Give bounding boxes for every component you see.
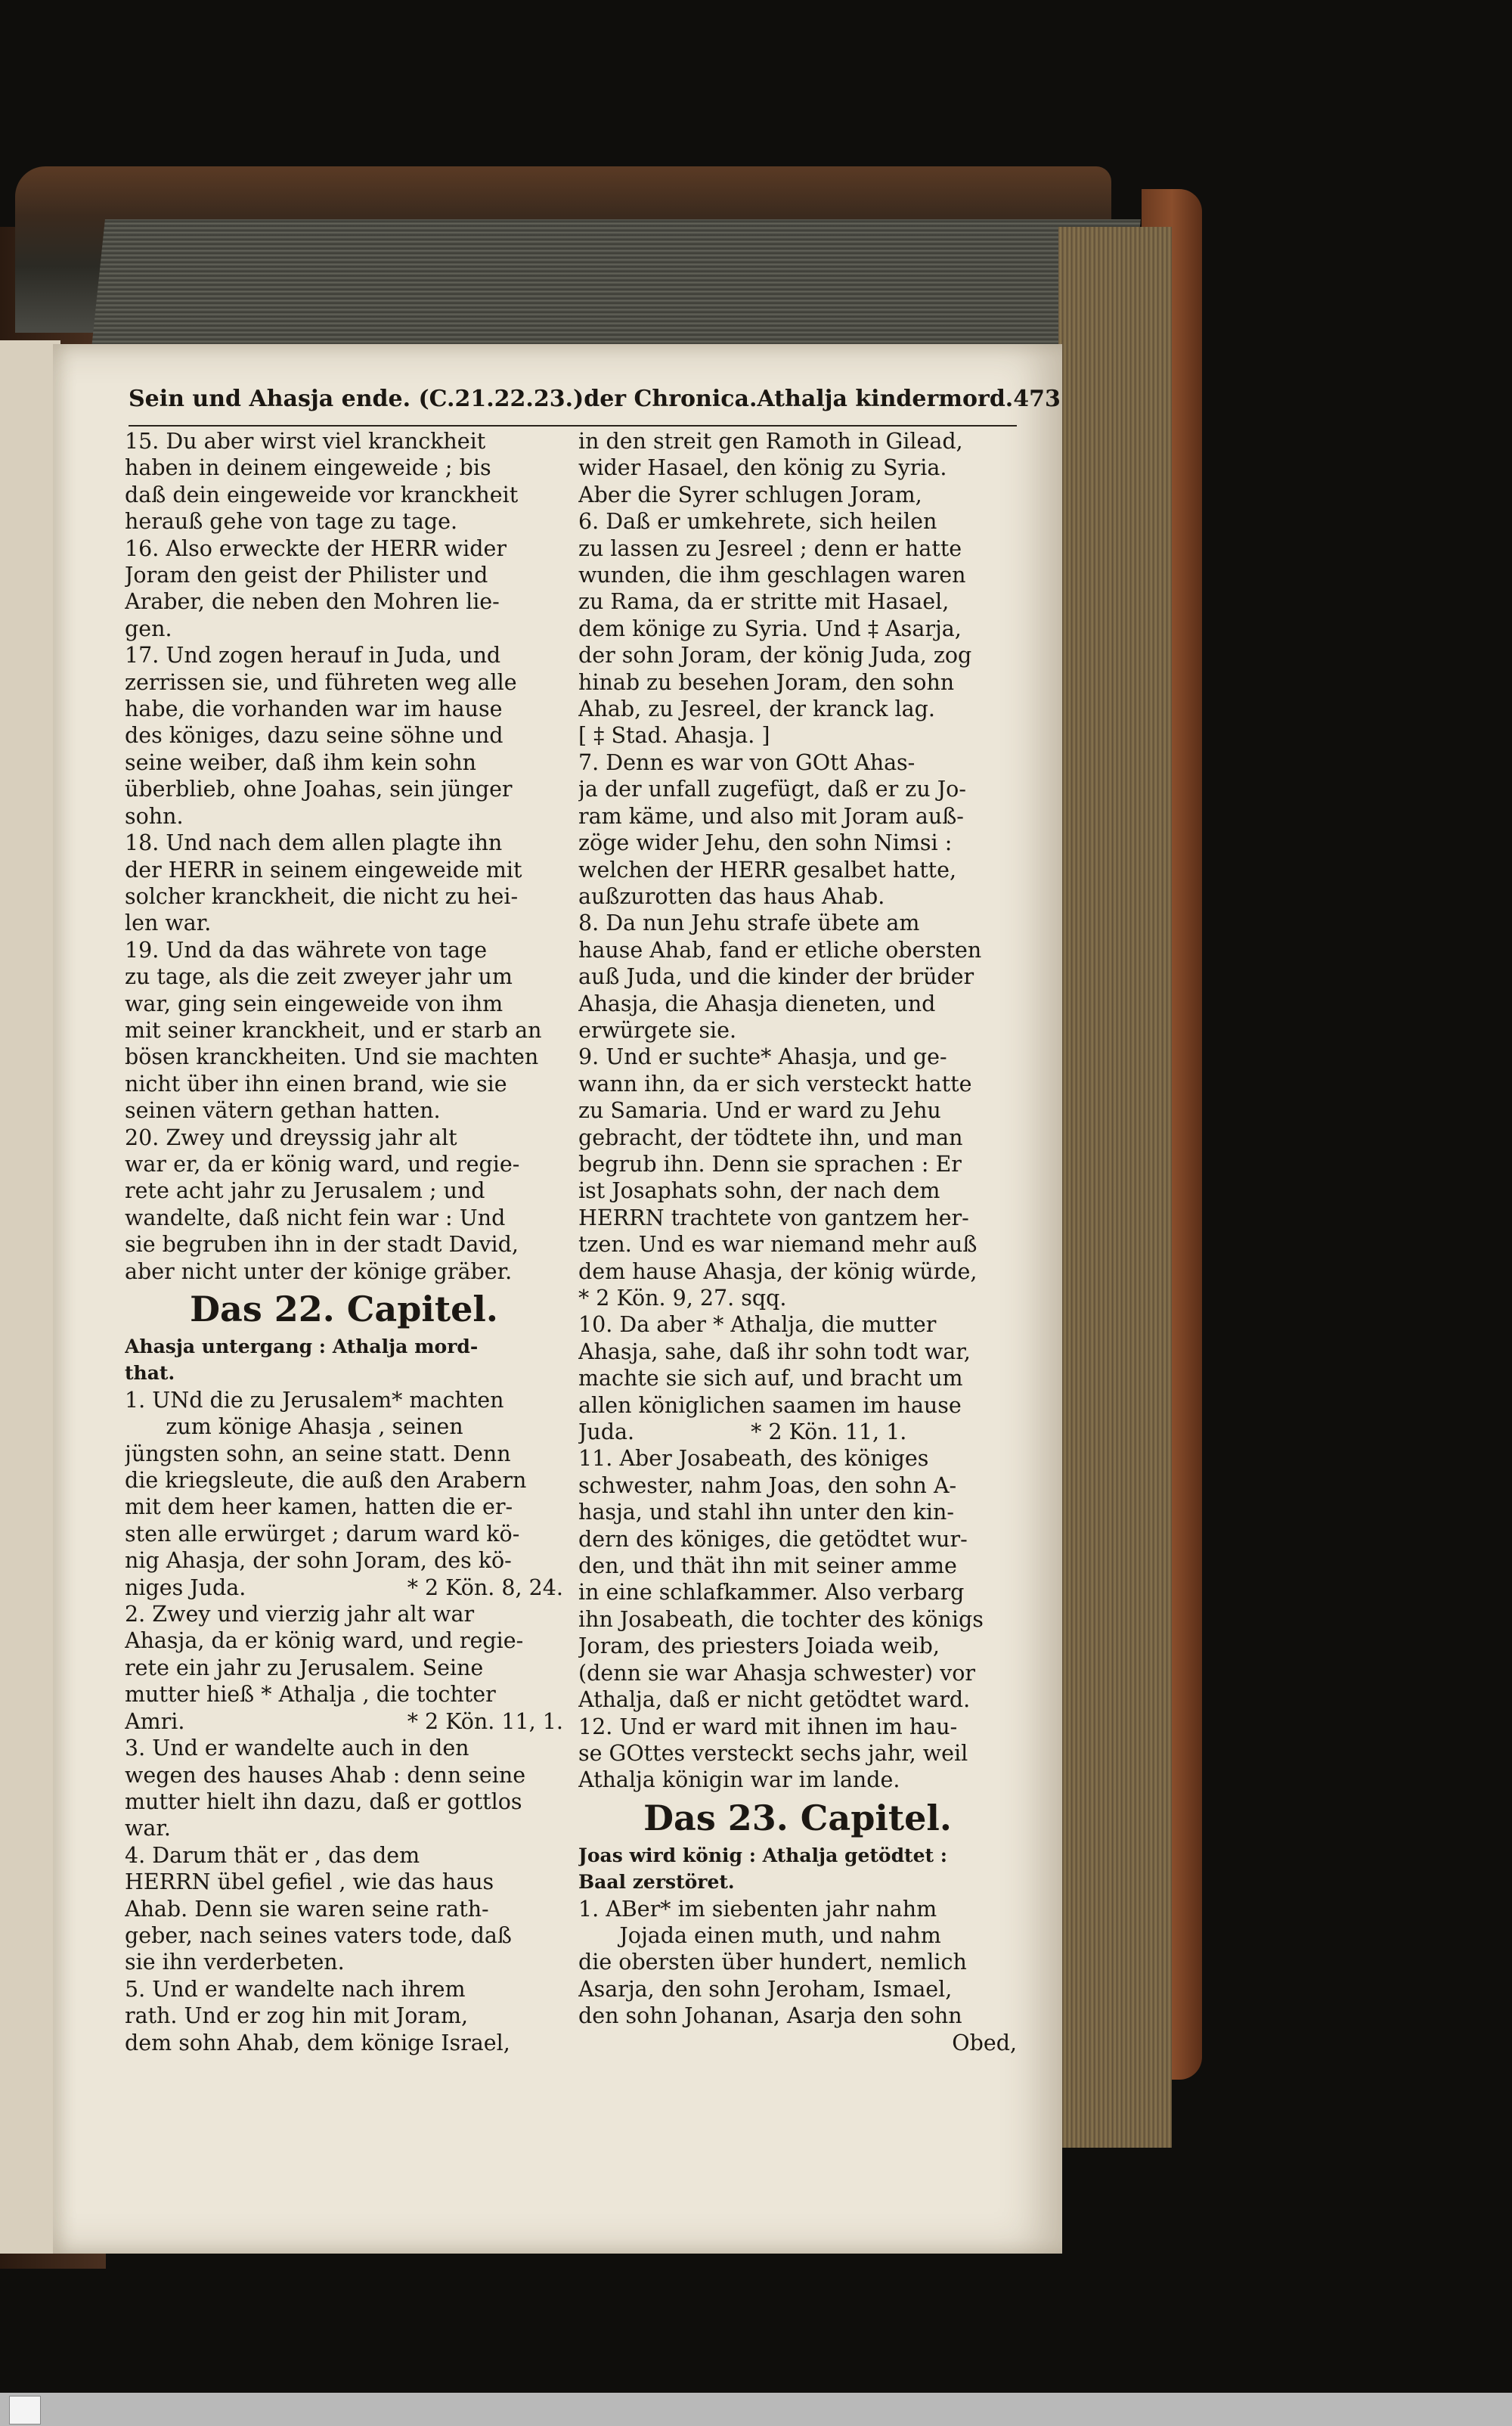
right-column-line: Athalja, daß er nicht getödtet ward. xyxy=(578,1687,971,1713)
right-column-line: wunden, die ihm geschlagen waren xyxy=(578,563,966,588)
right-column-line: ram käme, und also mit Joram auß- xyxy=(578,803,964,829)
right-column-line: außzurotten das haus Ahab. xyxy=(578,883,885,909)
chapter-22-line: war. xyxy=(125,1816,171,1841)
chapter-22-line: mutter hielt ihn dazu, daß er gottlos xyxy=(125,1788,522,1814)
left-column-line: Joram den geist der Philister und xyxy=(125,563,488,588)
running-head-right xyxy=(757,386,1060,412)
page-number: 473 xyxy=(1013,386,1061,412)
left-column-line: war er, da er könig ward, und regie- xyxy=(125,1151,520,1177)
right-text-column xyxy=(578,428,1017,2056)
right-column-line: ist Josaphats sohn, der nach dem xyxy=(578,1178,940,1204)
left-column-line: Araber, die neben den Mohren lie- xyxy=(125,589,500,615)
left-column-line: seinen vätern gethan hatten. xyxy=(125,1098,441,1124)
right-column-line: dem hause Ahasja, der könig würde, xyxy=(578,1258,978,1284)
right-column-line: 7. Denn es war von GOtt Ahas- xyxy=(578,749,916,775)
right-column-line: zu Samaria. Und er ward zu Jehu xyxy=(578,1098,941,1124)
chapter-22-line: 4. Darum thät er , das dem xyxy=(125,1842,420,1868)
chapter-23-lines xyxy=(578,1896,1017,2030)
right-column-line: welchen der HERR gesalbet hatte, xyxy=(578,857,957,883)
left-column-line: daß dein eingeweide vor kranckheit xyxy=(125,482,519,507)
chapter-22-line: niges Juda. * 2 Kön. 8, 24. xyxy=(125,1574,563,1600)
left-column-line: aber nicht unter der könige gräber. xyxy=(125,1258,513,1284)
chapter-22-lines xyxy=(125,1387,563,2056)
cross-reference: * 2 Kön. 11, 1. xyxy=(407,1708,563,1734)
chapter-22-line: Ahab. Denn sie waren seine rath- xyxy=(125,1896,489,1922)
chapter-22-summary-2: that. xyxy=(125,1362,175,1385)
left-column-line: bösen kranckheiten. Und sie machten xyxy=(125,1044,539,1070)
left-text-column xyxy=(125,428,563,2056)
chapter-22-line: die kriegsleute, die auß den Arabern xyxy=(125,1468,527,1494)
running-head xyxy=(129,386,1061,422)
right-column-line: dem könige zu Syria. Und ‡ Asarja, xyxy=(578,616,962,641)
left-column-line: des königes, dazu seine söhne und xyxy=(125,723,503,749)
right-column-line: den, und thät ihn mit seiner amme xyxy=(578,1553,957,1579)
chapter-22-line: wegen des hauses Ahab : denn seine xyxy=(125,1762,526,1788)
right-column-line: machte sie sich auf, und bracht um xyxy=(578,1366,963,1391)
chapter-22-line: Amri. * 2 Kön. 11, 1. xyxy=(125,1708,563,1734)
right-column-line: gebracht, der tödtete ihn, und man xyxy=(578,1125,963,1150)
left-column-line: 20. Zwey und dreyssig jahr alt xyxy=(125,1125,457,1150)
right-column-line: se GOttes versteckt sechs jahr, weil xyxy=(578,1740,968,1766)
right-column-line: hinab zu besehen Joram, den sohn xyxy=(578,669,955,695)
left-column-line: 18. Und nach dem allen plagte ihn xyxy=(125,830,503,856)
left-column-line: len war. xyxy=(125,911,212,936)
chapter-23-summary-1: Joas wird könig : Athalja getödtet : xyxy=(578,1844,947,1866)
chapter-22-line: 2. Zwey und vierzig jahr alt war xyxy=(125,1602,475,1627)
chapter-22-line: zum könige Ahasja , seinen xyxy=(125,1414,463,1440)
chapter-22-line: dem sohn Ahab, dem könige Israel, xyxy=(125,2030,510,2055)
running-head-center: der Chronica. xyxy=(584,386,758,412)
chapter-23-line: Jojada einen muth, und nahm xyxy=(578,1922,941,1948)
left-column-line: wandelte, daß nicht fein war : Und xyxy=(125,1205,506,1230)
chapter-23-line: die obersten über hundert, nemlich xyxy=(578,1950,967,1975)
left-column-line: zerrissen sie, und führeten weg alle xyxy=(125,669,517,695)
left-column-line: habe, die vorhanden war im hause xyxy=(125,696,503,722)
right-column-line: Juda. * 2 Kön. 11, 1. xyxy=(578,1419,907,1445)
right-column-line: Ahab, zu Jesreel, der kranck lag. xyxy=(578,696,935,722)
right-column-line: Ahasja, sahe, daß ihr sohn todt war, xyxy=(578,1339,971,1364)
chapter-22-line: 1. UNd die zu Jerusalem* machten xyxy=(125,1387,504,1413)
right-column-line: [ ‡ Stad. Ahasja. ] xyxy=(578,723,770,749)
left-column-line: überblieb, ohne Joahas, sein jünger xyxy=(125,777,513,802)
left-column-line: 15. Du aber wirst viel kranckheit xyxy=(125,429,486,454)
left-column-line: der HERR in seinem eingeweide mit xyxy=(125,857,522,883)
right-column-line: Aber die Syrer schlugen Joram, xyxy=(578,482,922,507)
right-column-lines xyxy=(578,428,1017,1794)
chapter-23-line: Asarja, den sohn Jeroham, Ismael, xyxy=(578,1976,953,2002)
chapter-22-line: rath. Und er zog hin mit Joram, xyxy=(125,2003,469,2029)
right-column-line: zu Rama, da er stritte mit Hasael, xyxy=(578,589,950,615)
chapter-23-line: 1. ABer* im siebenten jahr nahm xyxy=(578,1896,937,1922)
chapter-22-summary-1: Ahasja untergang : Athalja mord- xyxy=(125,1336,479,1357)
running-head-left: Sein und Ahasja ende. (C.21.22.23.) xyxy=(129,386,584,412)
catchword: Obed, xyxy=(952,2030,1017,2055)
right-column-line: 11. Aber Josabeath, des königes xyxy=(578,1446,929,1472)
left-column-lines xyxy=(125,428,563,1285)
chapter-22-line: 3. Und er wandelte auch in den xyxy=(125,1736,469,1761)
left-column-line: mit seiner kranckheit, und er starb an xyxy=(125,1017,542,1043)
library-logo-icon[interactable] xyxy=(9,2396,41,2424)
right-column-line: 8. Da nun Jehu strafe übete am xyxy=(578,911,920,936)
left-column-line: nicht über ihn einen brand, wie sie xyxy=(125,1071,507,1097)
right-column-line: wann ihn, da er sich versteckt hatte xyxy=(578,1071,972,1097)
chapter-22-line: 5. Und er wandelte nach ihrem xyxy=(125,1976,466,2002)
right-column-line: * 2 Kön. 9, 27. sqq. xyxy=(578,1286,787,1311)
chapter-22-line: mutter hieß * Athalja , die tochter xyxy=(125,1682,496,1708)
right-column-line: in den streit gen Ramoth in Gilead, xyxy=(578,429,963,454)
right-column-line: 10. Da aber * Athalja, die mutter xyxy=(578,1312,937,1338)
left-column-line: gen. xyxy=(125,616,172,641)
right-column-line: 6. Daß er umkehrete, sich heilen xyxy=(578,509,937,535)
chapter-22-line: HERRN übel gefiel , wie das haus xyxy=(125,1869,494,1895)
left-column-line: sohn. xyxy=(125,803,184,829)
right-column-line: allen königlichen saamen im hause xyxy=(578,1392,962,1418)
facing-page-edge xyxy=(0,340,60,2254)
chapter-22-line: mit dem heer kamen, hatten die er- xyxy=(125,1494,513,1520)
right-column-line: ihn Josabeath, die tochter des königs xyxy=(578,1606,984,1632)
running-head-right-text: Athalja kindermord. xyxy=(757,386,1014,412)
left-column-line: haben in deinem eingeweide ; bis xyxy=(125,455,491,481)
right-column-line: schwester, nahm Joas, den sohn A- xyxy=(578,1472,957,1498)
chapter-22-title: Das 22. Capitel. xyxy=(190,1289,498,1329)
left-column-line: herauß gehe von tage zu tage. xyxy=(125,509,458,535)
page-block-fore-edge xyxy=(1058,227,1172,2148)
right-column-line: Ahasja, die Ahasja dieneten, und xyxy=(578,991,936,1016)
right-column-line: ja der unfall zugefügt, daß er zu Jo- xyxy=(578,777,966,802)
cross-reference: * 2 Kön. 8, 24. xyxy=(407,1574,563,1600)
chapter-23-title: Das 23. Capitel. xyxy=(643,1797,952,1838)
left-column-line: zu tage, als die zeit zweyer jahr um xyxy=(125,964,513,990)
right-column-line: erwürgete sie. xyxy=(578,1017,737,1043)
chapter-22-line: nig Ahasja, der sohn Joram, des kö- xyxy=(125,1548,512,1574)
header-rule xyxy=(129,425,1017,427)
right-column-line: begrub ihn. Denn sie sprachen : Er xyxy=(578,1151,962,1177)
right-column-line: auß Juda, und die kinder der brüder xyxy=(578,964,974,990)
left-column-line: sie begruben ihn in der stadt David, xyxy=(125,1232,519,1258)
chapter-22-line: geber, nach seines vaters tode, daß xyxy=(125,1922,512,1948)
right-column-line: der sohn Joram, der könig Juda, zog xyxy=(578,643,972,669)
right-column-line: Joram, des priesters Joiada weib, xyxy=(578,1633,940,1659)
left-column-line: seine weiber, daß ihm kein sohn xyxy=(125,749,477,775)
right-column-line: (denn sie war Ahasja schwester) vor xyxy=(578,1660,976,1686)
right-column-line: zöge wider Jehu, den sohn Nimsi : xyxy=(578,830,953,856)
left-column-line: 16. Also erweckte der HERR wider xyxy=(125,535,507,561)
right-column-line: HERRN trachtete von gantzem her- xyxy=(578,1205,969,1230)
chapter-22-line: jüngsten sohn, an seine statt. Denn xyxy=(125,1441,511,1466)
right-column-line: wider Hasael, den könig zu Syria. xyxy=(578,455,947,481)
left-column-line: solcher kranckheit, die nicht zu hei- xyxy=(125,883,519,909)
left-column-line: rete acht jahr zu Jerusalem ; und xyxy=(125,1178,485,1204)
right-column-line: Athalja königin war im lande. xyxy=(578,1767,900,1793)
chapter-22-line: rete ein jahr zu Jerusalem. Seine xyxy=(125,1655,484,1680)
viewer-bottom-bar xyxy=(0,2393,1512,2426)
left-column-line: 17. Und zogen herauf in Juda, und xyxy=(125,643,501,669)
right-column-line: tzen. Und es war niemand mehr auß xyxy=(578,1232,978,1258)
chapter-22-line: sten alle erwürget ; darum ward kö- xyxy=(125,1521,520,1546)
chapter-22-line: Ahasja, da er könig ward, und regie- xyxy=(125,1628,524,1654)
left-column-line: 19. Und da das währete von tage xyxy=(125,937,488,963)
right-column-line: in eine schlafkammer. Also verbarg xyxy=(578,1580,965,1605)
right-column-line: 9. Und er suchte* Ahasja, und ge- xyxy=(578,1044,947,1070)
right-column-line: hasja, und stahl ihn unter den kin- xyxy=(578,1500,955,1525)
chapter-22-line: sie ihn verderbeten. xyxy=(125,1950,345,1975)
page-block-top-edge xyxy=(91,219,1141,348)
left-column-line: war, ging sein eingeweide von ihm xyxy=(125,991,503,1016)
right-column-line: 12. Und er ward mit ihnen im hau- xyxy=(578,1714,958,1739)
right-column-line: hause Ahab, fand er etliche obersten xyxy=(578,937,982,963)
right-column-line: dern des königes, die getödtet wur- xyxy=(578,1526,968,1552)
chapter-23-summary-2: Baal zerstöret. xyxy=(578,1871,735,1894)
chapter-23-line: den sohn Johanan, Asarja den sohn xyxy=(578,2003,962,2029)
right-column-line: zu lassen zu Jesreel ; denn er hatte xyxy=(578,535,962,561)
